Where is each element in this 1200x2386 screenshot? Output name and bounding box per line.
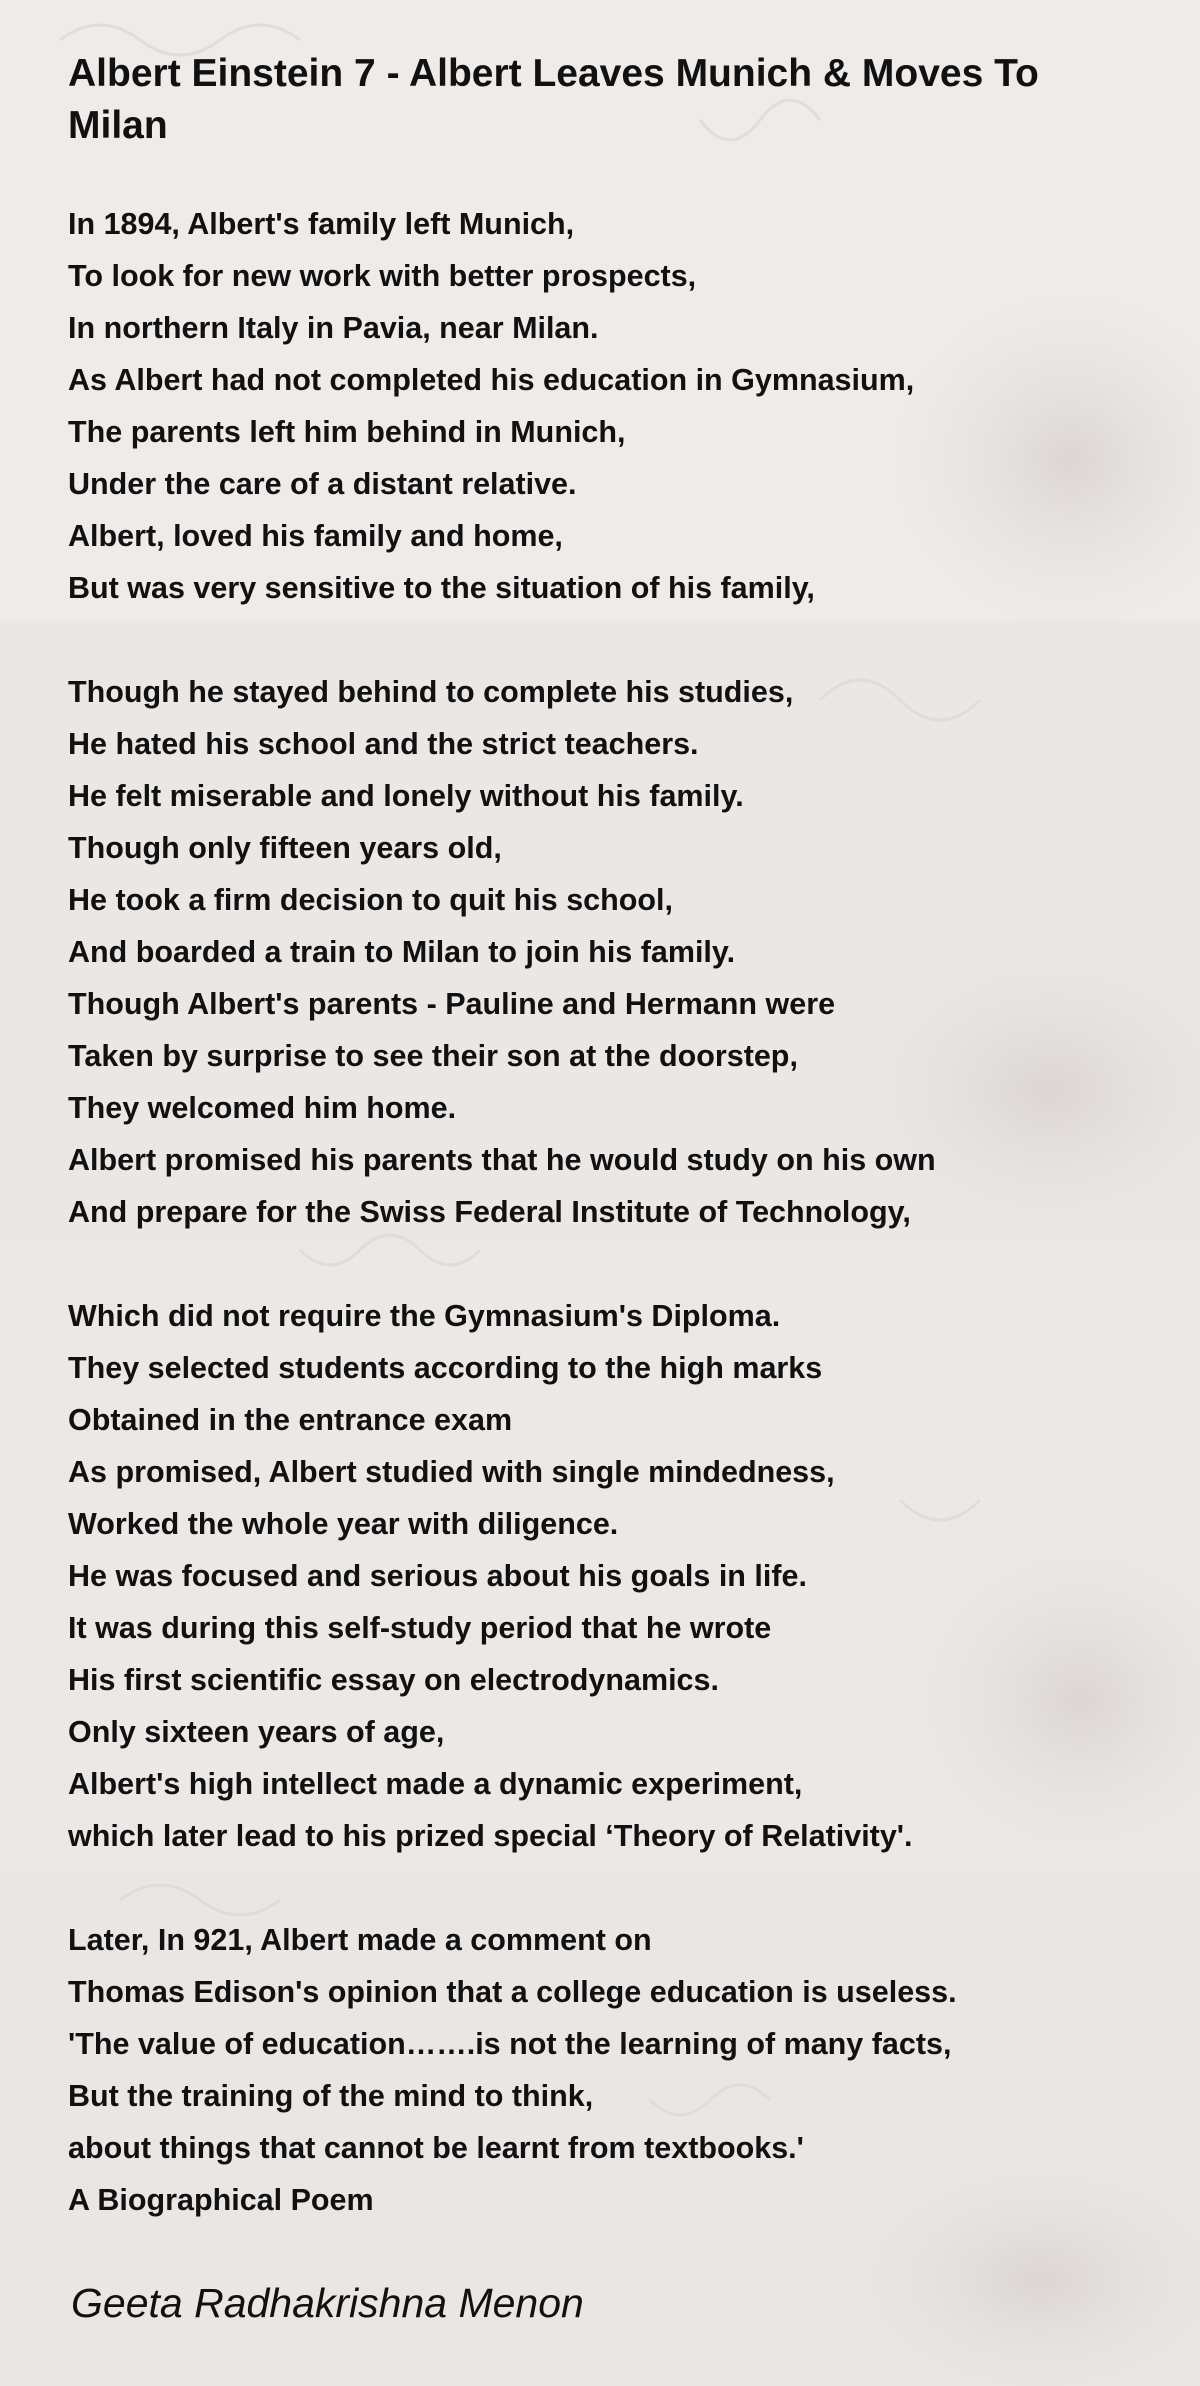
stanza-break bbox=[68, 1238, 1148, 1290]
poem-line: Albert promised his parents that he would study on his own bbox=[68, 1143, 936, 1177]
poem-line: Only sixteen years of age, bbox=[68, 1715, 445, 1749]
poem-line: Though he stayed behind to complete his studies, bbox=[68, 675, 794, 709]
poem-line: He felt miserable and lonely without his family. bbox=[68, 779, 744, 813]
poem-line: Under the care of a distant relative. bbox=[68, 467, 577, 501]
poem-line: Obtained in the entrance exam bbox=[68, 1403, 513, 1437]
poem-line: He took a firm decision to quit his school, bbox=[68, 883, 673, 917]
poem-line: To look for new work with better prospects, bbox=[68, 259, 697, 293]
poem-line: They selected students according to the high marks bbox=[68, 1351, 823, 1385]
poem-line: Later, In 921, Albert made a comment on bbox=[68, 1923, 652, 1957]
poem-line: It was during this self-study period that he wrote bbox=[68, 1611, 772, 1645]
poem-line: Which did not require the Gymnasium's Diploma. bbox=[68, 1299, 781, 1333]
poem-line: But the training of the mind to think, bbox=[68, 2079, 594, 2113]
poem-line: Thomas Edison's opinion that a college education is useless. bbox=[68, 1975, 957, 2009]
poem-body bbox=[68, 198, 1148, 2226]
poem-line: 'The value of education…….is not the learning of many facts, bbox=[68, 2027, 952, 2061]
poem-line: And prepare for the Swiss Federal Institute of Technology, bbox=[68, 1195, 911, 1229]
poem-line: Albert, loved his family and home, bbox=[68, 519, 563, 553]
poem-line: which later lead to his prized special ‘Theory of Relativity'. bbox=[68, 1819, 913, 1853]
poem-line: Albert's high intellect made a dynamic experiment, bbox=[68, 1767, 803, 1801]
stanza-break bbox=[68, 614, 1148, 666]
poem-line: But was very sensitive to the situation of his family, bbox=[68, 571, 815, 605]
poem-stanza bbox=[68, 198, 1148, 614]
poem-author: Geeta Radhakrishna Menon bbox=[71, 2280, 584, 2326]
poem-line: A Biographical Poem bbox=[68, 2183, 374, 2217]
poem-line: Worked the whole year with diligence. bbox=[68, 1507, 619, 1541]
poem-line: about things that cannot be learnt from textbooks.' bbox=[68, 2131, 804, 2165]
poem-stanza bbox=[68, 666, 1148, 1238]
poem-line: Though only fifteen years old, bbox=[68, 831, 502, 865]
poem-line: They welcomed him home. bbox=[68, 1091, 457, 1125]
poem-line: He was focused and serious about his goals in life. bbox=[68, 1559, 807, 1593]
poem-line: He hated his school and the strict teachers. bbox=[68, 727, 699, 761]
poem-stanza bbox=[68, 1290, 1148, 1862]
stanza-break bbox=[68, 1862, 1148, 1914]
poem-line: As promised, Albert studied with single mindedness, bbox=[68, 1455, 835, 1489]
poem-line: As Albert had not completed his education in Gymnasium, bbox=[68, 363, 915, 397]
poem-title: Albert Einstein 7 - Albert Leaves Munich & Moves To Milan bbox=[68, 52, 1039, 147]
poem-line: In 1894, Albert's family left Munich, bbox=[68, 207, 575, 241]
poem-container bbox=[68, 48, 1148, 2226]
poem-line: The parents left him behind in Munich, bbox=[68, 415, 626, 449]
poem-line: His first scientific essay on electrodynamics. bbox=[68, 1663, 719, 1697]
poem-line: Taken by surprise to see their son at the doorstep, bbox=[68, 1039, 798, 1073]
poem-line: And boarded a train to Milan to join his family. bbox=[68, 935, 736, 969]
poem-line: In northern Italy in Pavia, near Milan. bbox=[68, 311, 599, 345]
poem-stanza bbox=[68, 1914, 1148, 2226]
poem-line: Though Albert's parents - Pauline and Hermann were bbox=[68, 987, 836, 1021]
